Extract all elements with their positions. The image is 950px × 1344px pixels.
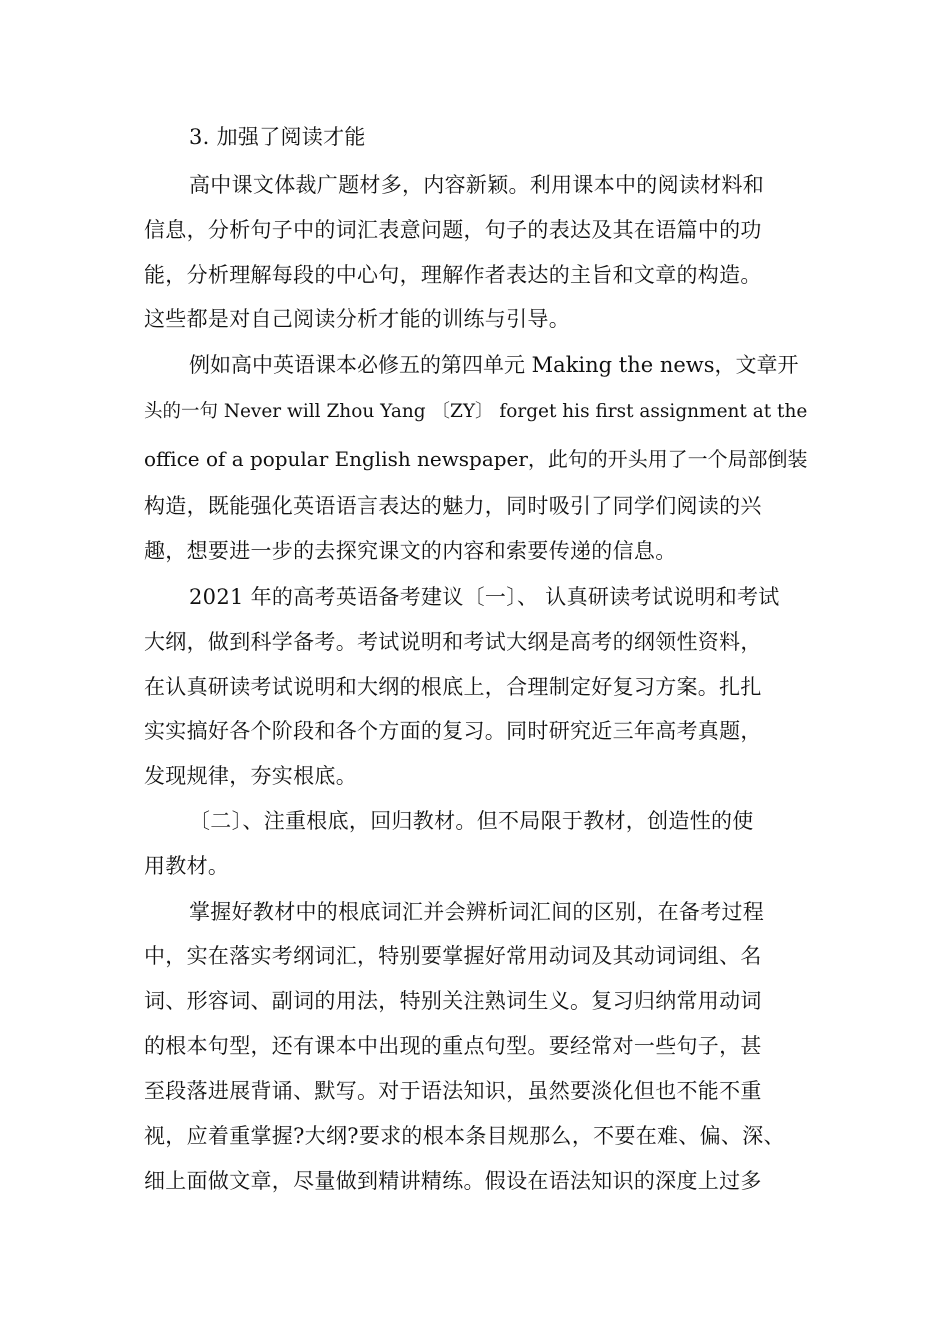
paragraph-line: 趣，想要进一步的去探究课文的内容和索要传递的信息。 [144,539,677,563]
paragraph-line: 掌握好教材中的根底词汇并会辨析词汇间的区别，在备考过程 [189,900,765,924]
paragraph-line: 大纲，做到科学备考。考试说明和考试大纲是高考的纲领性资料， [144,630,762,654]
paragraph-line: 用教材。 [144,854,230,878]
paragraph-line: 发现规律，夯实根底。 [144,764,357,788]
paragraph-line: 中，实在落实考纲词汇，特别要掌握好常用动词及其动词词组、名 [144,944,762,968]
paragraph-line: 在认真研读考试说明和大纲的根底上，合理制定好复习方案。扎扎 [144,675,762,699]
paragraph-line: 实实搞好各个阶段和各个方面的复习。同时研究近三年高考真题， [144,719,762,743]
paragraph-line: 能，分析理解每段的中心句，理解作者表达的主旨和文章的构造。 [144,263,762,287]
paragraph-line: 细上面做文章，尽量做到精讲精练。假设在语法知识的深度上过多 [144,1169,762,1193]
paragraph-line: office of a popular English newspaper，此句的开头用了一个局部倒装 [144,447,808,471]
section-heading: 3. 加强了阅读才能 [189,125,366,149]
paragraph-line: 至段落进展背诵、默写。对于语法知识，虽然要淡化但也不能不重 [144,1079,762,1103]
paragraph-line: 信息，分析句子中的词汇表意问题，句子的表达及其在语篇中的功 [144,218,762,242]
paragraph-line: 2021 年的高考英语备考建议〔一〕、 认真研读考试说明和考试 [189,585,780,609]
paragraph-line: 的根本句型，还有课本中出现的重点句型。要经常对一些句子，甚 [144,1034,762,1058]
paragraph-line: 高中课文体裁广题材多，内容新颖。利用课本中的阅读材料和 [189,173,765,197]
paragraph-line: 例如高中英语课本必修五的第四单元 Making the news，文章开 [189,353,799,377]
paragraph-line: 词、形容词、副词的用法，特别关注熟词生义。复习归纳常用动词 [144,989,762,1013]
paragraph-line: 〔二〕、注重根底，回归教材。但不局限于教材，创造性的使 [189,809,754,833]
paragraph-line: 头的一句 Never will Zhou Yang 〔ZY〕 forget his first assignment at the [144,401,808,422]
paragraph-line: 视，应着重掌握?大纲?要求的根本条目规那么，不要在难、偏、深、 [144,1124,785,1148]
paragraph-line: 这些都是对自己阅读分析才能的训练与引导。 [144,307,570,331]
paragraph-line: 构造，既能强化英语语言表达的魅力，同时吸引了同学们阅读的兴 [144,494,762,518]
